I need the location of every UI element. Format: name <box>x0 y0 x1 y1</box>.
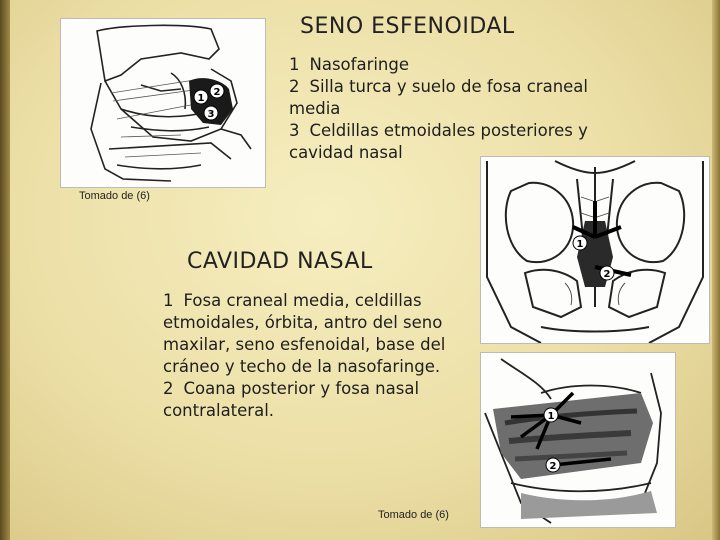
sagittal-label-2: 2 <box>213 87 221 98</box>
sagittal-label-1: 1 <box>197 93 205 104</box>
section1-item: 3 Celdillas etmoidales posteriores y cavidad nasal <box>289 121 588 162</box>
lateral-label-2: 2 <box>549 461 557 472</box>
section1-title: SENO ESFENOIDAL <box>300 14 515 39</box>
section2-credit: Tomado de (6) <box>378 509 449 521</box>
coronal-skull-figure <box>480 156 710 344</box>
section1-item: 2 Silla turca y suelo de fosa craneal media <box>289 77 588 118</box>
lateral-nasal-drawing <box>481 353 675 527</box>
sagittal-skull-figure <box>60 18 266 188</box>
sagittal-label-3: 3 <box>207 109 215 120</box>
section1-credit: Tomado de (6) <box>79 190 150 202</box>
section2-list <box>163 290 463 422</box>
section2-title: CAVIDAD NASAL <box>187 249 373 274</box>
page-edge-left <box>0 0 10 540</box>
coronal-skull-drawing <box>481 157 709 343</box>
section1-item: 1 Nasofaringe <box>289 55 410 74</box>
lateral-nasal-figure <box>480 352 676 528</box>
section1-list <box>289 54 609 164</box>
section2-item: 1 Fosa craneal media, celdillas etmoidales, órbita, antro del seno maxilar, seno esfenoidal, base del cráneo y techo de la nasofaringe. <box>163 291 446 376</box>
coronal-label-2: 2 <box>603 269 611 280</box>
page-edge-right <box>712 0 720 540</box>
lateral-label-1: 1 <box>547 411 555 422</box>
coronal-label-1: 1 <box>576 239 584 250</box>
section2-item: 2 Coana posterior y fosa nasal contralateral. <box>163 379 420 420</box>
sagittal-skull-drawing <box>61 19 265 187</box>
